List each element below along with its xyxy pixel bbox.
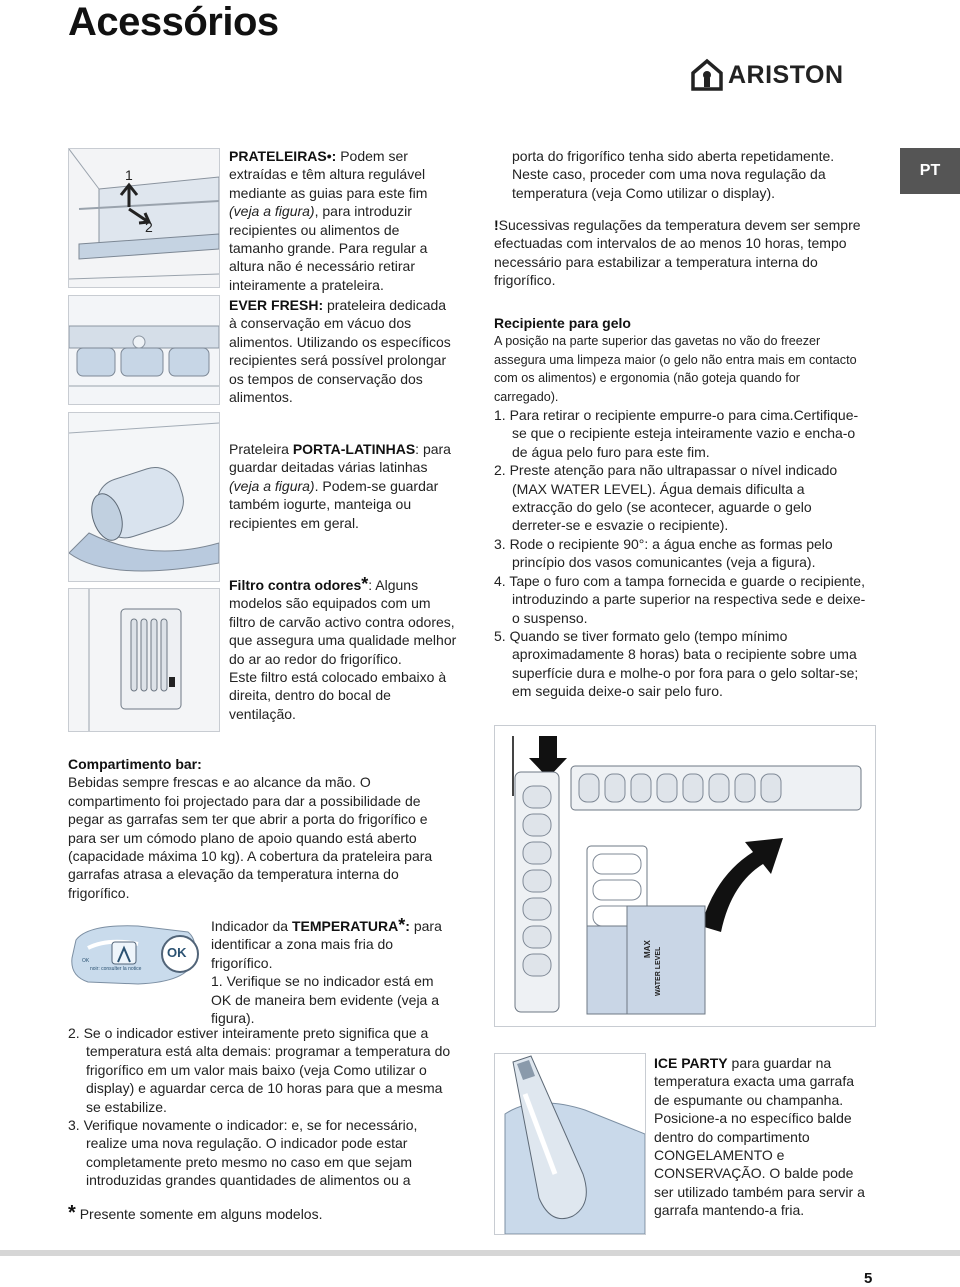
figure-label-2: 2 xyxy=(145,219,153,235)
warning-mark: ! xyxy=(494,217,499,233)
ever-fresh-section xyxy=(229,296,457,406)
indicador-list xyxy=(68,1024,454,1190)
warning-text: Sucessivas regulações da temperatura devem ser sempre efectuadas com intervalos de ao menos 10 horas, tempo necessário para estabilizar a temperatura interna do frigorífico. xyxy=(494,217,861,289)
warning-note xyxy=(494,216,874,290)
indicador-prefix: Indicador da xyxy=(211,918,289,934)
page-title: Acessórios xyxy=(68,0,279,44)
asterisk-icon: * xyxy=(361,574,369,594)
footnote-star: * xyxy=(68,1202,76,1224)
indicador-item-3: 3. Verifique novamente o indicador: e, se for necessário, realize uma nova regulação. O indicador pode estar completamente preto mesmo no caso em que sejam introduzidas grandes quantidades de alimentos ou a xyxy=(68,1117,418,1189)
indicador-item-1: 1. Verifique se no indicador está em OK de maneira bem evidente (veja a figura). xyxy=(211,973,440,1027)
porta-latinhas-text-1: : para guardar deitadas várias latinhas xyxy=(229,441,451,476)
porta-latinhas-heading: PORTA-LATINHAS xyxy=(292,441,416,457)
indicador-section: Indicador da TEMPERATURA*: para identificar a zona mais fria do frigorífico. 1. Verifique se no indicador está em OK de maneira bem evidente (veja a figura). xyxy=(211,916,453,1027)
porta-latinhas-figure xyxy=(68,412,220,582)
temperature-indicator-figure xyxy=(68,920,202,990)
water-level-label: WATER LEVEL xyxy=(655,946,662,996)
ever-fresh-heading: EVER FRESH: xyxy=(229,297,324,313)
ice-party-figure xyxy=(494,1053,646,1235)
ice-party-heading: ICE PARTY xyxy=(654,1055,728,1071)
right-intro xyxy=(512,147,857,202)
indicador-text: para identificar a zona mais fria do frigorífico. xyxy=(211,918,442,971)
filtro-text-2: Este filtro está colocado embaixo à direita, dentro do bocal de ventilação. xyxy=(229,669,447,722)
recipiente-step-3: 3. Rode o recipiente 90°: a água enche as formas pelo princípio dos vasos comunicantes (veja a figura). xyxy=(494,535,833,571)
max-label: MAX xyxy=(643,940,652,958)
page-number: 5 xyxy=(864,1270,873,1287)
porta-latinhas-text-2: . Podem-se guardar também iogurte, manteiga ou recipientes em geral. xyxy=(229,477,439,531)
ever-fresh-figure xyxy=(68,295,220,405)
language-badge: PT xyxy=(900,148,960,194)
indicador-heading: TEMPERATURA xyxy=(291,918,399,934)
compartimento-bar-heading: Compartimento bar: xyxy=(68,756,202,772)
right-intro-text: porta do frigorífico tenha sido aberta repetidamente. Neste caso, proceder com uma nova regulação da temperatura (veja Como utilizar o display). xyxy=(512,148,835,201)
ever-fresh-text: prateleira dedicada à conservação em vácuo dos alimentos. Utilizando os específicos recipientes será possível prolongar os tempos de conservação dos alimentos. xyxy=(229,297,451,406)
brand-name: ARISTON xyxy=(728,61,844,89)
footnote xyxy=(68,1204,454,1223)
recipiente-step-1: 1. Para retirar o recipiente empurre-o para cima.Certifique-se que o recipiente esteja inteiramente vazio e encha-o de água pelo furo para este fim. xyxy=(494,407,859,460)
filtro-section xyxy=(229,575,457,723)
recipiente-heading: Recipiente para gelo xyxy=(494,315,631,331)
recipiente-step-5: 5. Quando se tiver formato gelo (tempo mínimo aproximadamente 8 horas) bata o recipiente sobre uma superfície dura e molhe-o por fora para o gelo soltar-se; em seguida deixe-o sair pelo furo. xyxy=(494,627,859,700)
shelves-figure xyxy=(68,148,220,288)
recipiente-section xyxy=(494,314,866,701)
prateleiras-text-2: , para introduzir recipientes ou alimentos de tamanho grande. Para regular a altura não é necessário retirar inteiramente a prateleira. xyxy=(229,203,428,293)
house-logo-icon xyxy=(690,58,724,92)
recipiente-step-2: 2. Preste atenção para não ultrapassar o nível indicado (MAX WATER LEVEL). Água demais dificulta a extracção do gelo (se acontecer, aguarde o gelo derreter-se e esvazie o recipiente). xyxy=(494,462,838,534)
sticker-text: noir: consulter la notice xyxy=(90,966,142,972)
ice-tray-figure xyxy=(494,725,876,1027)
prateleiras-section: PRATELEIRAS•: Podem ser extraídas e têm altura regulável mediante as guias para este fim (veja a figura), para introduzir recipientes ou alimentos de tamanho grande. Para regular a altura não é necessário retirar inteiramente a prateleira. xyxy=(229,148,428,293)
ariston-logo xyxy=(690,58,875,92)
prateleiras-italic: (veja a figura) xyxy=(229,203,315,220)
filter-figure xyxy=(68,588,220,732)
prateleiras-heading: PRATELEIRAS xyxy=(229,148,327,164)
indicator-ok-label: OK xyxy=(167,945,187,960)
filtro-text: : Alguns modelos são equipados com um filtro de carvão activo contra odores, que assegura uma qualidade melhor do ar ao redor do frigorífico. xyxy=(229,577,457,667)
asterisk-icon: * xyxy=(398,915,406,935)
indicador-item-2: 2. Se o indicador estiver inteiramente preto significa que a temperatura está alta demais: programar a temperatura do frigorífico em um valor mais baixo (veja Como utilizar o display) e aguardar cerca de 10 horas para que a mesma se estabilize. xyxy=(68,1025,451,1115)
footer-divider xyxy=(0,1250,960,1256)
bullet-icon: •: xyxy=(326,148,337,164)
ice-party-text: para guardar na temperatura exacta uma garrafa de espumante ou champanha. Posicione-a no específico balde dentro do compartimento CONGELAMENTO e CONSERVAÇÃO. O balde pode ser utilizado também para servir a garrafa mantendo-a fria. xyxy=(654,1055,865,1219)
figure-label-1: 1 xyxy=(125,167,133,183)
porta-latinhas-prefix: Prateleira xyxy=(229,441,289,457)
prateleiras-text-1: extraídas e têm altura regulável mediante as guias para este fim xyxy=(229,166,428,201)
recipiente-small-text: A posição na parte superior das gavetas no vão do freezer assegura uma limpeza maior (o gelo não entra mais em contacto com os alimentos) e ergonomia (não goteja quando for carregado). xyxy=(494,334,857,404)
compartimento-bar-text: Bebidas sempre frescas e ao alcance da mão. O compartimento foi projectado para dar a possibilidade de pegar as garrafas sem ter que abrir a porta do frigorífico e para ser um cómodo plano de apoio quando está aberto (capacidade máxima 10 kg). A cobertura da prateleira para garrafas atrasa a elevação da temperatura interna do frigorífico. xyxy=(68,774,433,901)
footnote-text: Presente somente em alguns modelos. xyxy=(79,1206,323,1222)
porta-latinhas-section xyxy=(229,440,457,532)
filtro-heading: Filtro contra odores xyxy=(229,577,362,593)
sticker-ok: OK xyxy=(82,958,90,964)
recipiente-step-4: 4. Tape o furo com a tampa fornecida e guarde o recipiente, introduzindo a parte superior na respectiva sede e deixe-o suspenso. xyxy=(494,572,866,626)
ice-party-section xyxy=(654,1054,872,1220)
porta-latinhas-italic: (veja a figura) xyxy=(229,477,315,494)
compartimento-bar-section xyxy=(68,755,454,902)
